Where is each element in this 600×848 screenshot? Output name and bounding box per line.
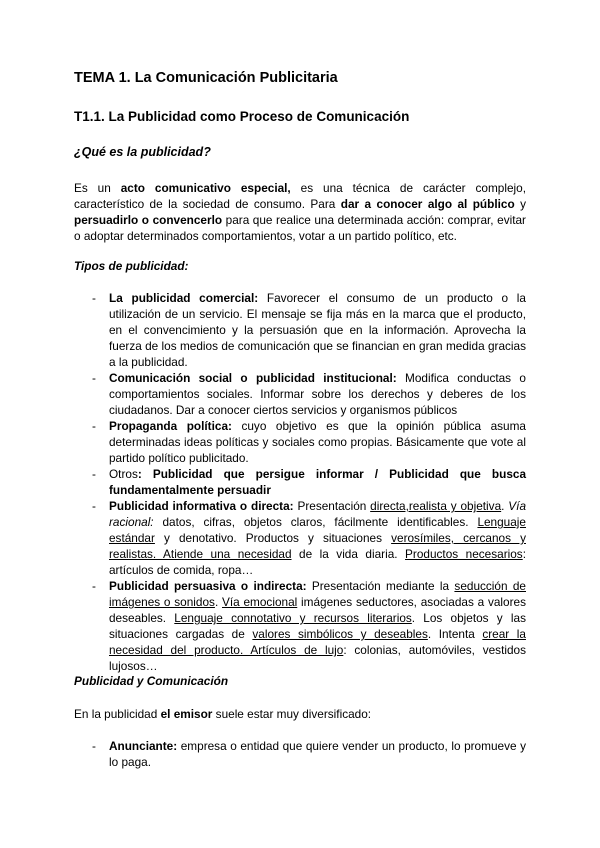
item-label: Anunciante: [109,739,178,753]
item-underline: valores simbólicos y deseables [252,627,428,641]
item-text: : colonias, automóviles, vestidos lujosos… [109,643,526,673]
list-item-social [74,370,526,418]
item-text: . Intenta [427,627,483,641]
list-dash: - [92,291,96,305]
list-dash: - [92,739,96,753]
tipos-heading: Tipos de publicidad: [74,259,189,273]
item-underline: Lenguaje connotativo y recursos literarios [174,611,412,625]
intro-bold-2: dar a conocer algo al público [340,197,515,211]
list-item-persuasiva [74,578,526,674]
publicidad-comunicacion-heading: Publicidad y Comunicación [74,674,229,688]
intro-bold-3: persuadirlo o convencerlo [74,213,223,227]
list-dash: - [92,579,96,593]
tipos-list [74,290,526,674]
list-item-otros [74,466,526,498]
list-dash: - [92,419,96,433]
list-item-anunciante [74,738,526,770]
item-underline: seducción de imágenes o sonidos [109,579,526,609]
item-label: La publicidad comercial: [109,291,259,305]
item-underline: verosímiles, cercanos y realistas. Atiende una necesidad [109,531,526,561]
item-label: Otros [109,467,138,481]
intro-text-2: es una técnica de carácter complejo, característico de la sociedad de consumo. Para [74,181,526,211]
item-text: Presentación [293,499,371,513]
item-text: : artículos de comida, ropa… [109,547,526,577]
item-underline: Productos necesarios [405,547,523,561]
item-underline: directa,realista y objetiva [370,499,502,513]
list-dash: - [92,467,96,481]
item-underline: crear la necesidad del producto. Artículos de lujo [109,627,526,657]
emisor-list [74,738,526,770]
item-label: Publicidad informativa o directa: [109,499,294,513]
intro-paragraph [74,180,526,244]
list-dash: - [92,371,96,385]
item-text: Modifica conductas o comportamientos sociales. Informar sobre los derechos y deberes de los ciudadanos. Dar a conocer ciertos servicios y organismos públicos [109,371,526,417]
item-text: de la vida diaria. [291,547,406,561]
item-text: . [214,595,222,609]
intro-text-3: y [514,197,526,211]
item-text: Favorecer el consumo de un producto o la utilización de un servicio. El mensaje se fija más en la marca que el producto, en el convencimiento y la persuasión que en la información. Aprovecha la fuerza de los medios de comunicación que se financian en gran medida gracias a la publicidad. [109,291,526,369]
emisor-bold: el emisor [160,707,213,721]
emisor-paragraph [74,706,526,722]
item-label: Publicidad persuasiva o indirecta: [109,579,307,593]
item-text: . [501,499,509,513]
intro-text-1: Es un [74,181,121,195]
emisor-text-2: suele estar muy diversificado: [212,707,372,721]
list-item-informativa [74,498,526,578]
item-text: y denotativo. Productos y situaciones [154,531,392,545]
section-title: T1.1. La Publicidad como Proceso de Comunicación [74,109,410,124]
item-text: Presentación mediante la [306,579,455,593]
item-text: . Los objetos y las situaciones cargadas de [109,611,527,641]
list-dash: - [92,499,96,513]
item-text: : Publicidad que persigue informar / Publicidad que busca fundamentalmente persuadir [109,467,526,497]
item-italic: Vía racional: [109,499,527,529]
item-text: cuyo objetivo es que la opinión pública asuma determinadas ideas políticas y sociales como propias. Básicamente que vote al partido político publicitado. [109,419,526,465]
list-item-comercial [74,290,526,370]
item-text: empresa o entidad que quiere vender un producto, lo promueve y lo paga. [109,739,526,769]
item-text: imágenes seductores, asociadas a valores deseables. [109,595,526,625]
intro-text-4: para que realice una determinada acción: comprar, evitar o adoptar determinados comportamientos, votar a un partido político, etc. [74,213,526,243]
item-label: Propaganda política: [109,419,232,433]
item-underline: Lenguaje estándar [109,515,526,545]
item-underline: Vía emocional [222,595,298,609]
question-heading: ¿Qué es la publicidad? [74,145,211,159]
item-text: datos, cifras, objetos claros, fácilmente identificables. [153,515,478,529]
item-label: Comunicación social o publicidad institucional: [109,371,397,385]
document-title: TEMA 1. La Comunicación Publicitaria [74,70,338,86]
list-item-propaganda [74,418,526,466]
intro-bold-1: acto comunicativo especial, [120,181,291,195]
emisor-text-1: En la publicidad [74,707,161,721]
